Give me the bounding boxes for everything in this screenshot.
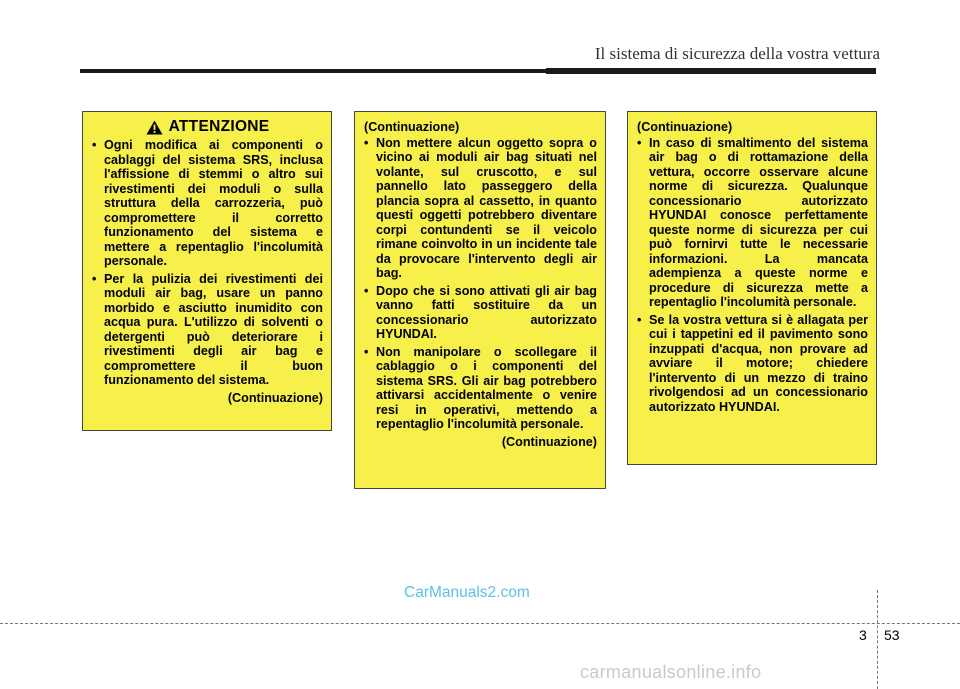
header-rule [80, 69, 876, 73]
list-item: • Se la vostra vettura si è allagata per cui i tappetini ed il pavimento sono inzuppati d'acqua, non provare ad avviare il motore; chiedere l'intervento di un mezzo di traino rivolgendosi ad un concessionario autorizzato HYUNDAI. [637, 313, 868, 415]
list-item: • In caso di smaltimento del sistema air bag o di rottamazione della vettura, occorre osservare alcune norme di sicurezza. Qualunque concessionario autorizzato HYUNDAI conosce perfettamente queste norme di sicurezza per cui può fornirvi tutte le necessarie informazioni. La mancata adempienza a queste norme e procedure di sicurezza mette a repentaglio l'incolumità personale. [637, 136, 868, 310]
site-watermark: carmanualsonline.info [580, 662, 762, 682]
warning-box-1 [82, 111, 332, 431]
list-item: • Per la pulizia dei rivestimenti dei moduli air bag, usare un panno morbido e asciutto inumidito con acqua pura. L'utilizzo di solventi o detergenti può deteriorare i rivestimenti degli air bag e compromettere il buon funzionamento del sistema. [92, 272, 323, 388]
continuation-footer: (Continuazione) [501, 434, 597, 449]
chapter-number: 3 [859, 627, 867, 643]
warning-list [364, 136, 597, 432]
page-header-title: Il sistema di sicurezza della vostra vettura [594, 44, 880, 63]
warning-title: ATTENZIONE [168, 118, 270, 136]
warning-list [92, 138, 323, 388]
warning-triangle-icon [146, 120, 163, 135]
list-item: • Dopo che si sono attivati gli air bag vanno fatti sostituire da un concessionario autorizzato HYUNDAI. [364, 284, 597, 342]
warning-title-row [92, 120, 323, 135]
list-item: • Ogni modifica ai componenti o cablaggi del sistema SRS, inclusa l'affissione di stemmi o altro sui rivestimenti dei moduli o sulla struttura della carrozzeria, può compromettere il corretto funzionamento del sistema e mettere a repentaglio l'incolumità personale. [92, 138, 323, 269]
warning-list [637, 136, 868, 415]
continuation-footer: (Continuazione) [227, 390, 323, 405]
page-number: 53 [884, 627, 900, 643]
continuation-header: (Continuazione) [637, 120, 733, 134]
continuation-header: (Continuazione) [364, 120, 460, 134]
page-number-divider [877, 590, 878, 689]
warning-box-2 [354, 111, 606, 489]
list-item: • Non mettere alcun oggetto sopra o vicino ai moduli air bag situati nel volante, sul cruscotto, e sul pannello lato passeggero della plancia sopra al cassetto, in quanto questi oggetti potrebbero diventare corpi contundenti se il veicolo rimane coinvolto in un incidente tale da provocare l'intervento degli air bag. [364, 136, 597, 281]
warning-box-3 [627, 111, 877, 465]
list-item: • Non manipolare o scollegare il cablaggio o i componenti del sistema SRS. Gli air bag potrebbero attivarsi accidentalmente o venire resi in operativi, mettendo a repentaglio l'incolumità personale. [364, 345, 597, 432]
footer-divider [0, 623, 960, 624]
watermark-link[interactable]: CarManuals2.com [404, 584, 530, 601]
